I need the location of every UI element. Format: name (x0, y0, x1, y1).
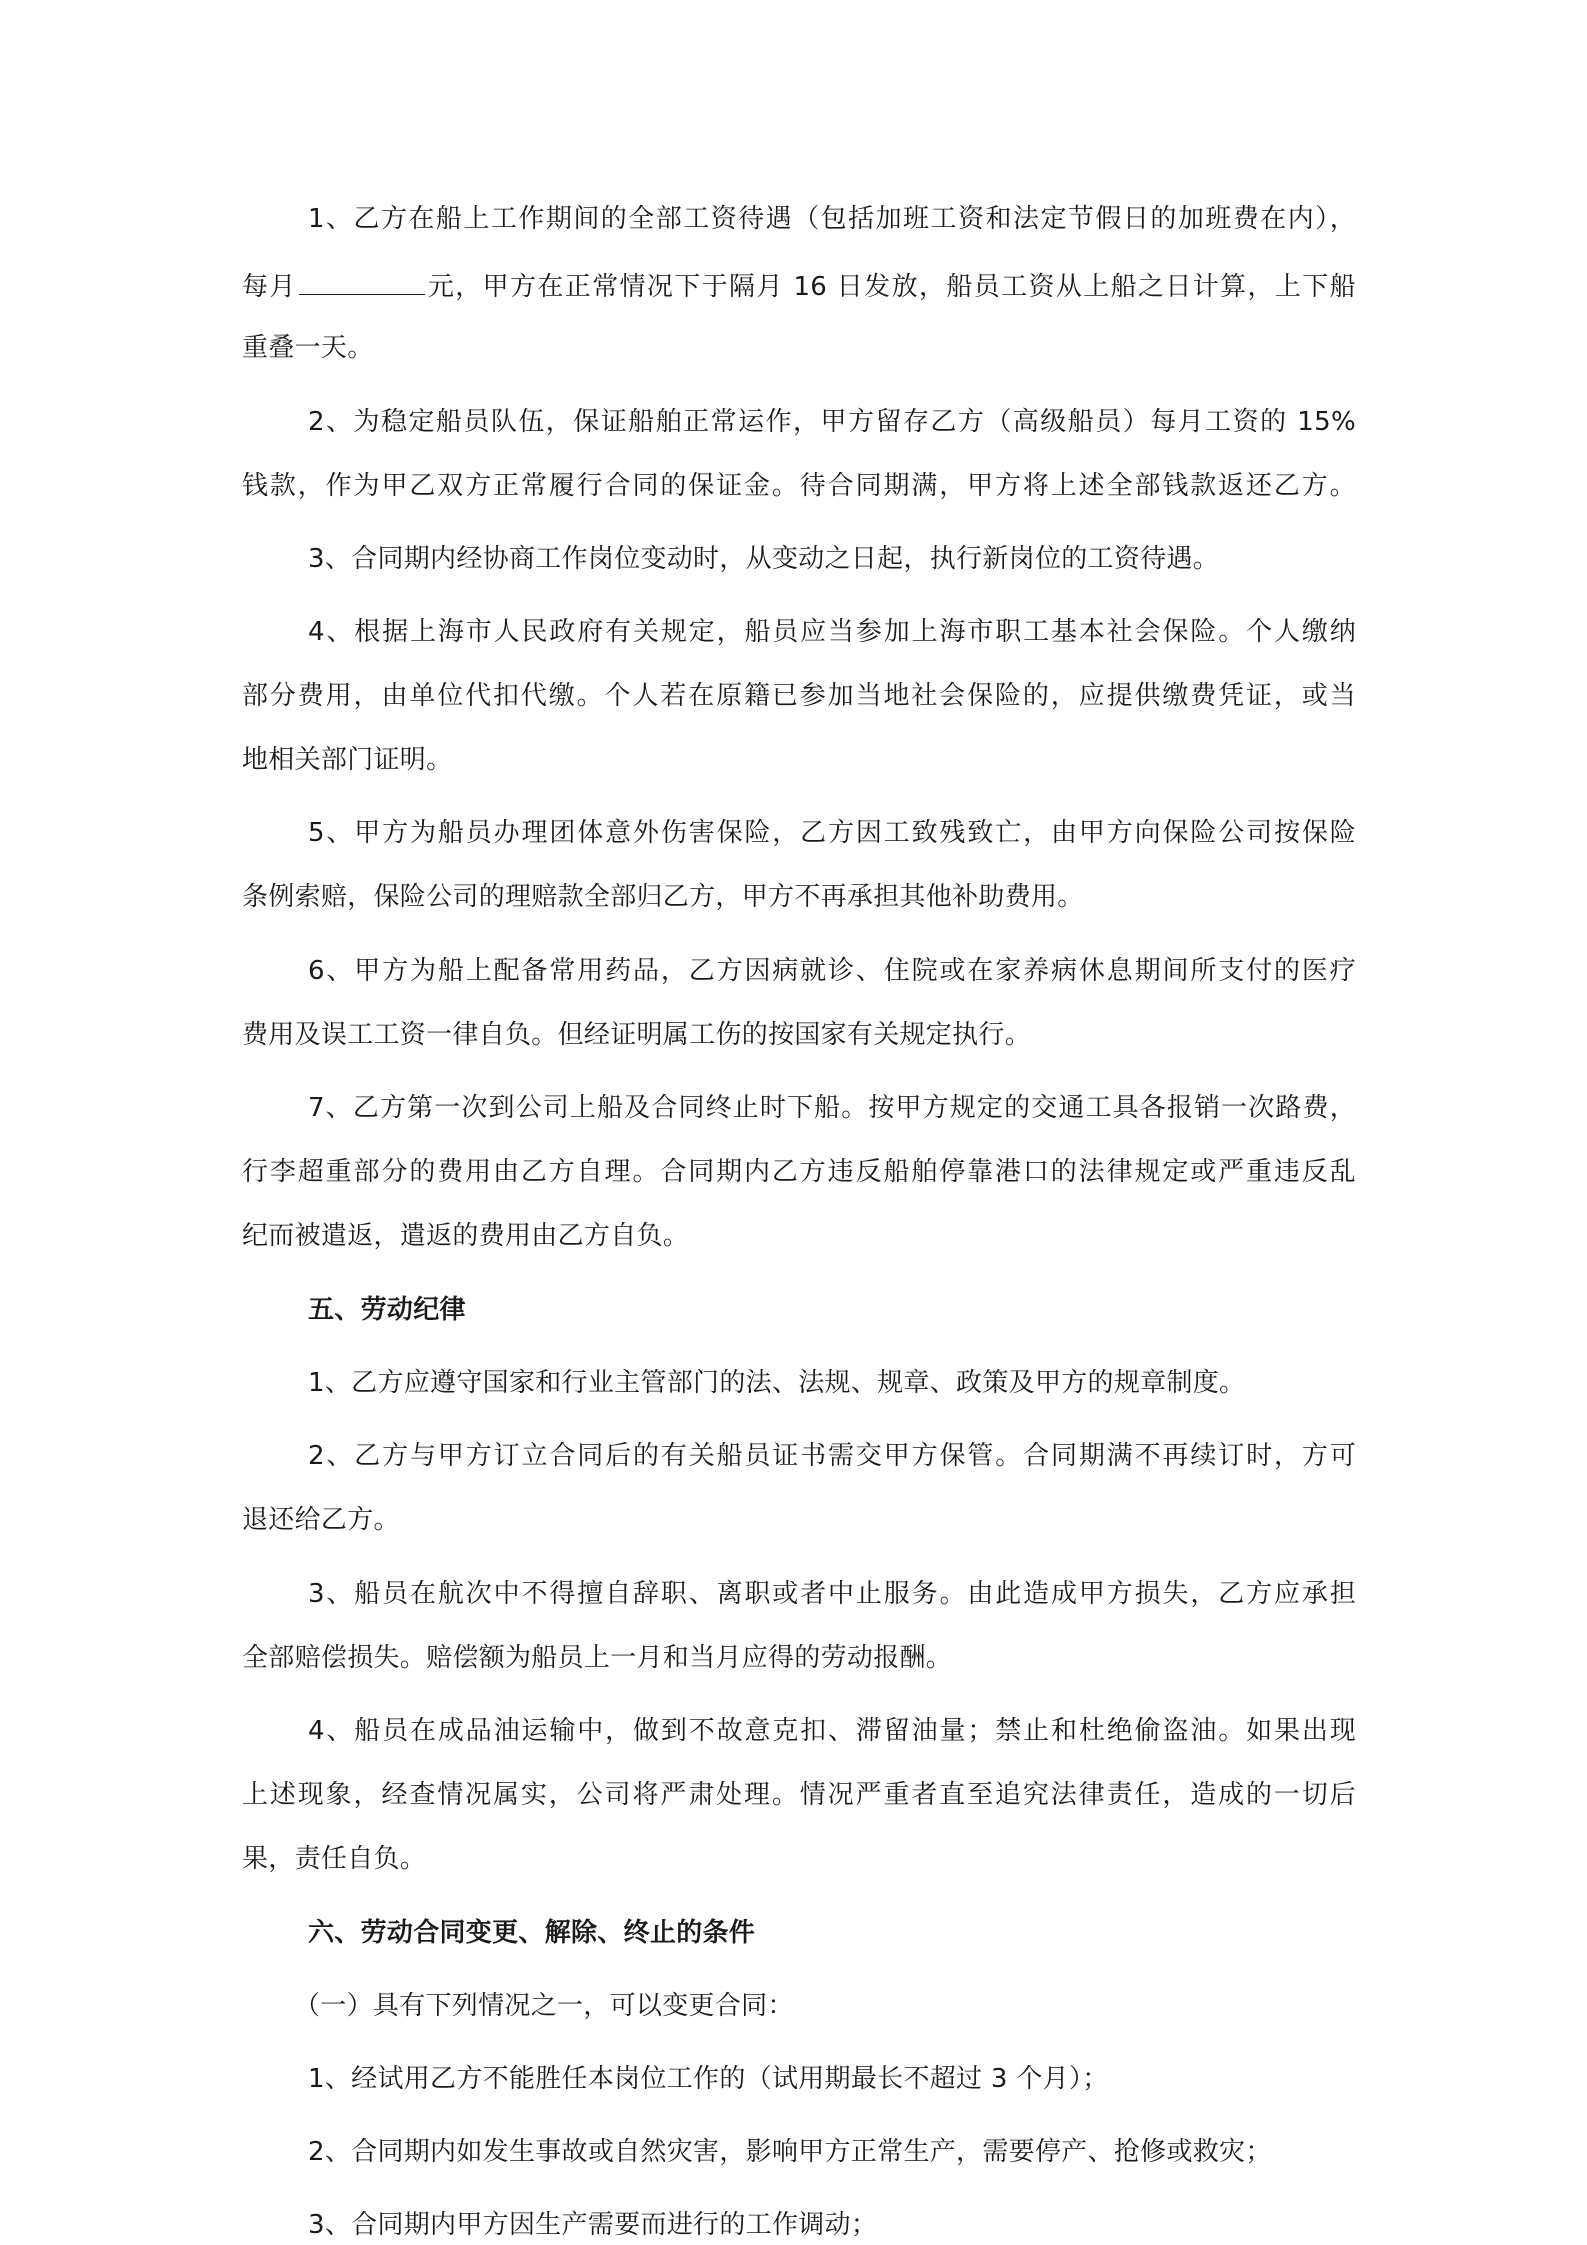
section-heading-contract-change: 六、劳动合同变更、解除、终止的条件 (308, 1918, 756, 1948)
paragraph-line: 2、乙方与甲方订立合同后的有关船员证书需交甲方保管。合同期满不再续订时，方可 (308, 1441, 1356, 1471)
paragraph-line: 2、为稳定船员队伍，保证船舶正常运作，甲方留存乙方（高级船员）每月工资的 15% (308, 407, 1356, 437)
paragraph-line: 行李超重部分的费用由乙方自理。合同期内乙方违反船舶停靠港口的法律规定或严重违反乱 (242, 1157, 1356, 1187)
paragraph-line: 退还给乙方。 (242, 1505, 400, 1535)
paragraph-line: 钱款，作为甲乙双方正常履行合同的保证金。待合同期满，甲方将上述全部钱款返还乙方。 (242, 471, 1356, 501)
text-segment: 元，甲方在正常情况下于隔月 16 日发放，船员工资从上船之日计算，上下船 (426, 272, 1356, 302)
paragraph-line: 地相关部门证明。 (242, 745, 453, 775)
wage-blank-field (299, 268, 425, 295)
paragraph-line: 重叠一天。 (242, 333, 374, 363)
paragraph-line: 1、乙方在船上工作期间的全部工资待遇（包括加班工资和法定节假日的加班费在内）， (308, 204, 1356, 234)
paragraph-line: 费用及误工工资一律自负。但经证明属工伤的按国家有关规定执行。 (242, 1020, 1032, 1050)
text-segment: 每月 (242, 272, 297, 302)
subsection-heading: （一）具有下列情况之一，可以变更合同： (294, 1991, 794, 2021)
paragraph-line: 6、甲方为船上配备常用药品，乙方因病就诊、住院或在家养病休息期间所支付的医疗 (308, 956, 1356, 986)
paragraph-line: 部分费用，由单位代扣代缴。个人若在原籍已参加当地社会保险的，应提供缴费凭证，或当 (242, 681, 1356, 711)
paragraph-line: 1、乙方应遵守国家和行业主管部门的法、法规、规章、政策及甲方的规章制度。 (308, 1368, 1246, 1398)
paragraph-line: 4、根据上海市人民政府有关规定，船员应当参加上海市职工基本社会保险。个人缴纳 (308, 617, 1356, 647)
paragraph-line: 4、船员在成品油运输中，做到不故意克扣、滞留油量；禁止和杜绝偷盗油。如果出现 (308, 1716, 1356, 1746)
paragraph-line: 全部赔偿损失。赔偿额为船员上一月和当月应得的劳动报酬。 (242, 1643, 953, 1673)
list-item: 1、经试用乙方不能胜任本岗位工作的（试用期最长不超过 3 个月）； (308, 2064, 1109, 2094)
paragraph-line: 3、合同期内经协商工作岗位变动时，从变动之日起，执行新岗位的工资待遇。 (308, 544, 1220, 574)
paragraph-line: 条例索赔，保险公司的理赔款全部归乙方，甲方不再承担其他补助费用。 (242, 882, 1084, 912)
section-heading-labor-discipline: 五、劳动纪律 (308, 1295, 466, 1325)
paragraph-line-monthly-wage (242, 268, 1356, 303)
list-item: 3、合同期内甲方因生产需要而进行的工作调动； (308, 2210, 878, 2240)
paragraph-line: 上述现象，经查情况属实，公司将严肃处理。情况严重者直至追究法律责任，造成的一切后 (242, 1780, 1356, 1810)
paragraph-line: 纪而被遣返，遣返的费用由乙方自负。 (242, 1221, 690, 1251)
paragraph-line: 7、乙方第一次到公司上船及合同终止时下船。按甲方规定的交通工具各报销一次路费， (308, 1093, 1356, 1123)
paragraph-line: 3、船员在航次中不得擅自辞职、离职或者中止服务。由此造成甲方损失，乙方应承担 (308, 1579, 1356, 1609)
paragraph-line: 5、甲方为船员办理团体意外伤害保险，乙方因工致残致亡，由甲方向保险公司按保险 (308, 818, 1356, 848)
list-item: 2、合同期内如发生事故或自然灾害，影响甲方正常生产，需要停产、抢修或救灾； (308, 2137, 1272, 2167)
paragraph-line: 果，责任自负。 (242, 1844, 427, 1874)
